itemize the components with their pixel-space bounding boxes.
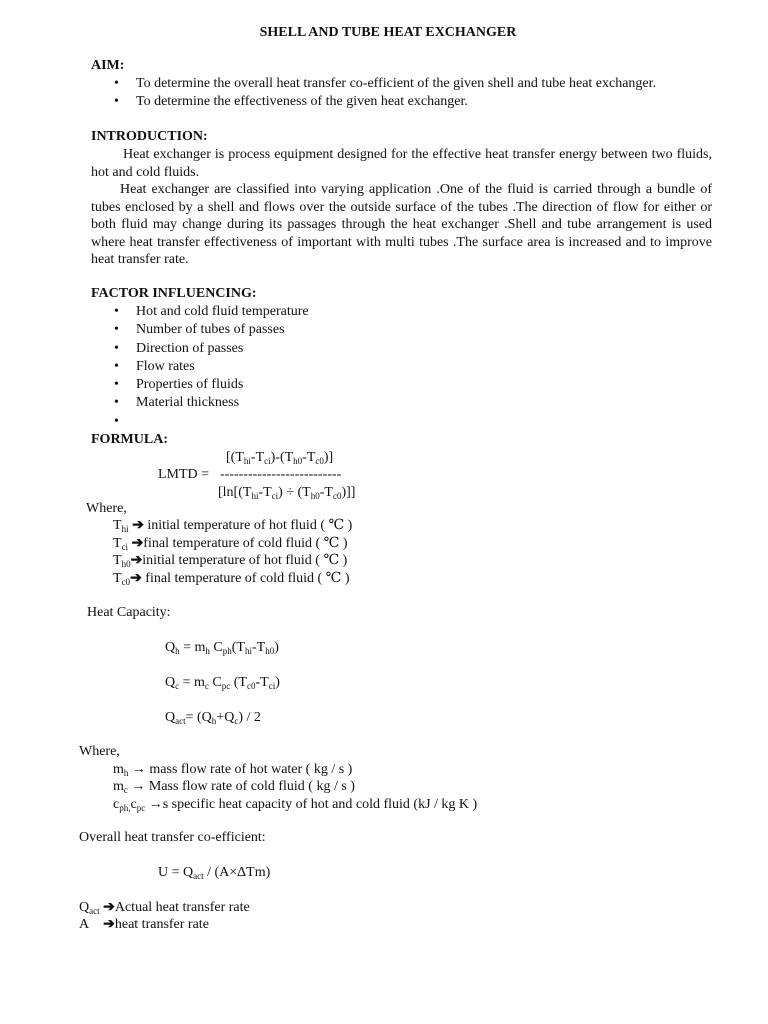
list-item: • Hot and cold fluid temperature [114,303,309,321]
definition-text: heat transfer rate [114,917,209,932]
list-item: • Material thickness [114,394,309,412]
definition-mc: $m_c$ → Mass flow rate of cold fluid ( kg / s ) [113,779,355,795]
list-item: • Flow rates [114,358,309,376]
definition-tci: $T_{ci}$ ➔final temperature of cold fluid ( ℃ ) [113,536,348,552]
equation-u: $U = Q_{act} / (A\times\Delta Tm)$ [158,865,271,881]
definition-text: mass flow rate of hot water ( kg / s ) [149,762,353,777]
right-arrow-icon: ➔ [130,553,143,568]
introduction-paragraph: Heat exchanger is process equipment designed for the effective heat transfer energy between two fluids, hot and cold fluids. [91,147,712,180]
right-arrow-icon: → [148,797,163,812]
list-item: • To determine the overall heat transfer co-efficient of the given shell and tube heat exchanger. [114,75,656,93]
formula-where: Where, [86,501,127,516]
lmtd-numerator: $[(T_{hi}-T_{ci})-(T_{h0}-T_{c0})]$ [226,450,334,466]
introduction-body [91,146,712,269]
definition-text: Mass flow rate of cold fluid ( kg / s ) [148,779,355,794]
lmtd-label: LMTD = [158,467,210,482]
overall-heading: Overall heat transfer co-efficient: [79,830,266,845]
equation-qc: $Q_c = m_c$ $C_{pc}$ $(T_{c0}-T_{ci})$ [165,675,280,691]
heat-capacity-heading: Heat Capacity: [87,605,171,620]
page-title: SHELL AND TUBE HEAT EXCHANGER [259,25,517,40]
right-arrow-icon: ➔ [103,900,115,915]
lmtd-denominator: $[\ln[(T_{hi}-T_{ci}) \div (T_{h0}-T_{c0})]]$ [218,485,356,501]
definition-text: initial temperature of hot fluid ( ℃ ) [142,553,348,568]
heat-capacity-where: Where, [79,744,120,759]
aim-heading: AIM: [91,58,125,73]
definition-text: final temperature of cold fluid ( ℃ ) [143,536,348,551]
lmtd-fraction-bar: -------------------------- [220,467,342,482]
list-item: • Properties of fluids [114,376,309,394]
list-item: • To determine the effectiveness of the given heat exchanger. [114,93,656,111]
factors-list [114,303,309,431]
definition-cp: $c_{ph,}c_{pc} \to s$ specific heat capacity of hot and cold fluid (kJ / kg K ) [113,797,478,813]
right-arrow-icon: ➔ [103,917,115,932]
definition-mh: $m_h$ → mass flow rate of hot water ( kg / s ) [113,762,353,778]
definition-th0: $T_{h0}➔initial$ temperature of hot fluid ( ℃ ) [113,553,348,569]
definition-text: initial temperature of hot fluid ( ℃ ) [147,518,353,533]
definition-a: A ➔heat transfer rate [79,917,209,932]
right-arrow-icon: ➔ [130,571,142,586]
definition-tc0: $T_{c0}➔$ final temperature of cold fluid ( ℃ ) [113,571,350,587]
definition-thi: $T_{hi}$ ➔ initial temperature of hot fluid ( ℃ ) [113,518,353,534]
definition-text: s specific heat capacity of hot and cold fluid (kJ / kg K ) [162,797,478,812]
definition-text: Actual heat transfer rate [114,900,250,915]
equation-qact: $Q_{act}= (Q_h+Q_c) / 2$ [165,710,261,726]
definition-text: final temperature of cold fluid ( ℃ ) [145,571,350,586]
introduction-heading: INTRODUCTION: [91,129,208,144]
right-arrow-icon: ➔ [131,536,144,551]
right-arrow-icon: → [131,762,146,777]
aim-list [114,75,656,112]
formula-heading: FORMULA: [91,432,168,447]
list-item: • Direction of passes [114,340,309,358]
introduction-paragraph: Heat exchanger are classified into varying application .One of the fluid is carried through a bundle of tubes enclosed by a shell and flows over the outside surface of the tubes .The direction of flow for either or both fluid may change during its passages through the heat exchanger .Shell and tube arrangement is used where heat transfer effectiveness of important with multi tubes .The surface area is increased and to improve heat transfer rate. [91,182,712,267]
factors-heading: FACTOR INFLUENCING: [91,286,257,301]
right-arrow-icon: → [131,779,146,794]
definition-qact: $Q_{act}$ ➔Actual heat transfer rate [79,900,250,916]
right-arrow-icon: ➔ [132,518,144,533]
equation-qh: $Q_h = m_h$ $C_{ph}(T_{hi}-T_{h0})$ [165,640,279,656]
list-item: • Number of tubes of passes [114,321,309,339]
list-item [114,413,309,431]
